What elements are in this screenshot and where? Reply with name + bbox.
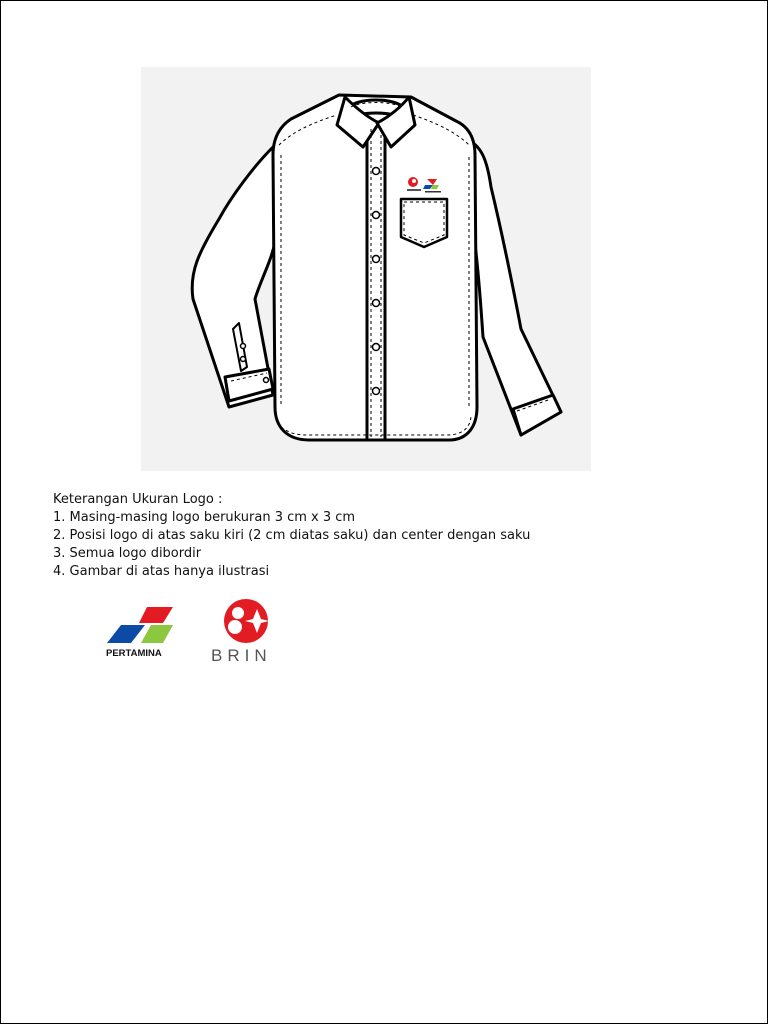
brin-logo: [211, 599, 272, 665]
shirt-drawing: [141, 67, 591, 471]
svg-text:BRIN: BRIN: [211, 646, 272, 665]
logo-size-notes: [53, 491, 530, 581]
notes-item: 2. Posisi logo di atas saku kiri (2 cm diatas saku) dan center dengan saku: [53, 528, 531, 543]
left-sleeve: [192, 147, 275, 407]
notes-heading: Keterangan Ukuran Logo :: [53, 492, 223, 507]
notes-item: 1. Masing-masing logo berukuran 3 cm x 3 cm: [53, 510, 356, 525]
logos-row: [101, 599, 291, 665]
pertamina-logo: [106, 607, 173, 659]
notes-item: 4. Gambar di atas hanya ilustrasi: [53, 564, 270, 579]
shirt-illustration: [141, 67, 591, 471]
right-sleeve: [466, 139, 561, 435]
notes-item: 3. Semua logo dibordir: [53, 546, 202, 561]
chest-pocket: [401, 199, 447, 247]
svg-text:PERTAMINA: PERTAMINA: [106, 648, 162, 659]
